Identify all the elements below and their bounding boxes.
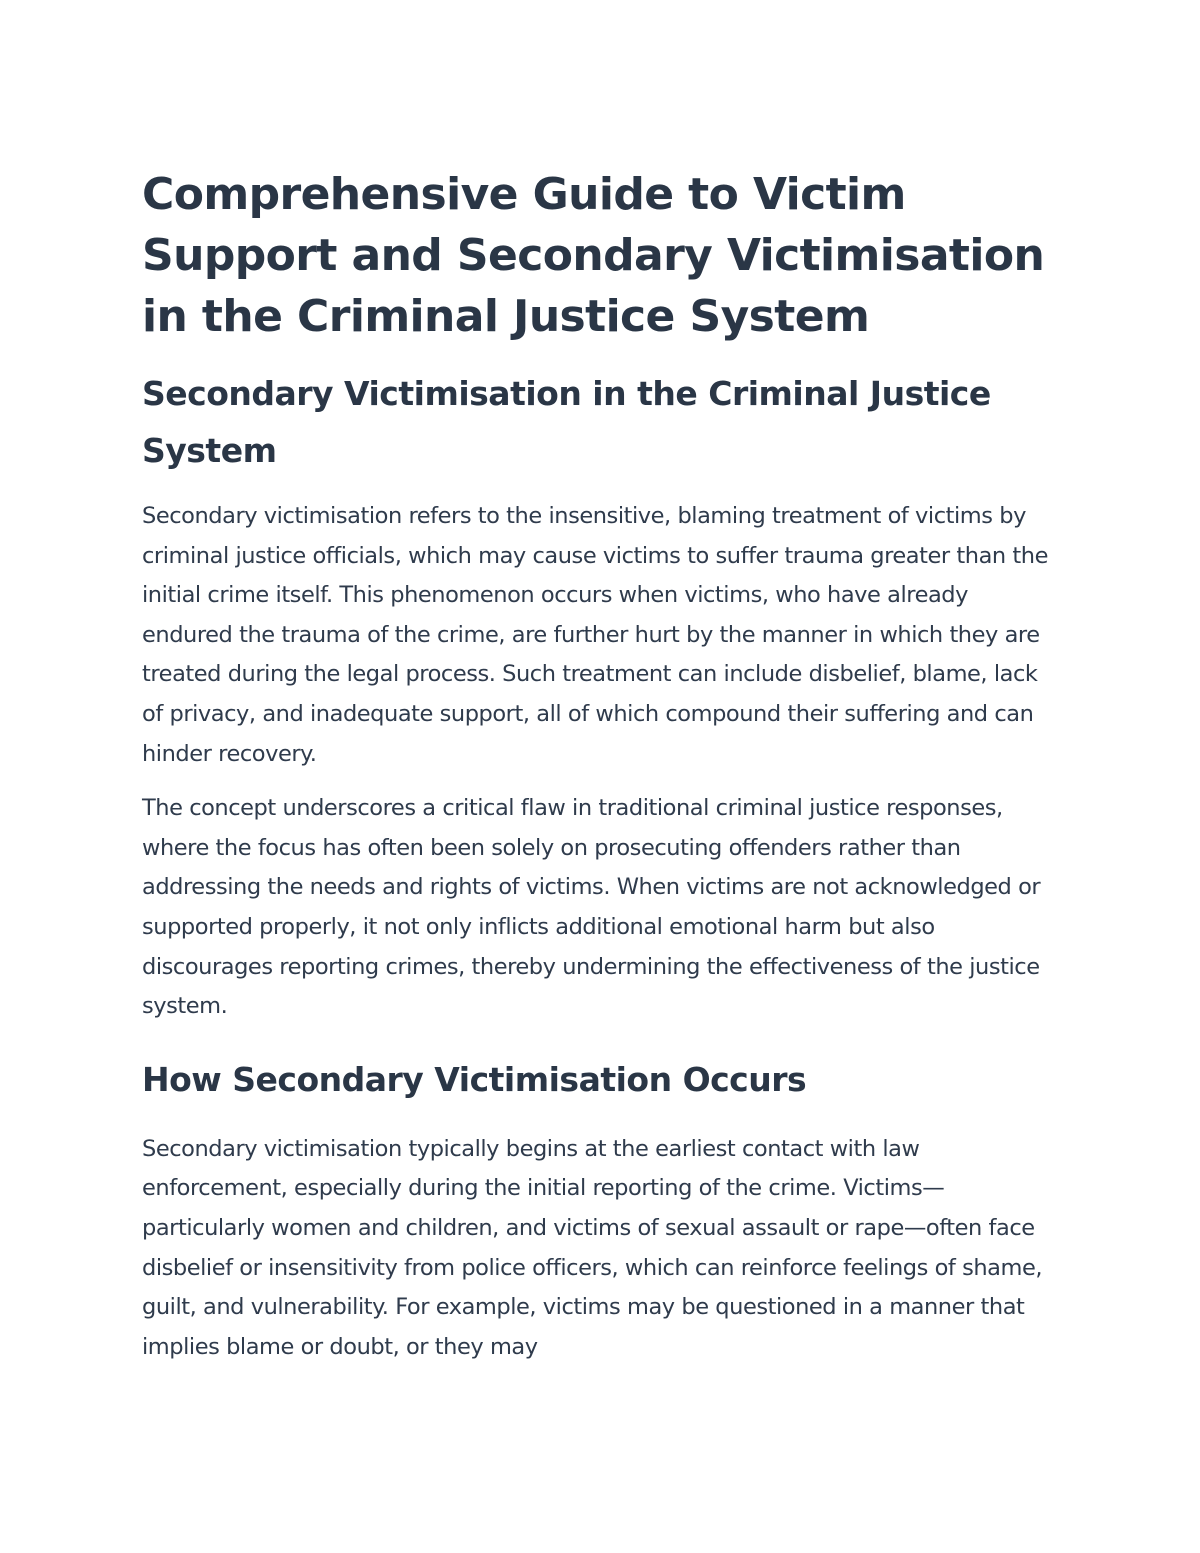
paragraph: The concept underscores a critical flaw in traditional criminal justice responses, where the focus has often been solely on prosecuting offenders rather than addressing the needs and rights of victims. When victims are not acknowledged or supported properly, it not only inflicts additional emotional harm but also discourages reporting crimes, thereby undermining the effectiveness of the justice system. (142, 795, 1041, 1020)
document-page (142, 164, 1054, 1367)
paragraph: Secondary victimisation refers to the insensitive, blaming treatment of victims by criminal justice officials, which may cause victims to suffer trauma greater than the initial crime itself. This phenomenon occurs when victims, who have already endured the trauma of the crime, are further hurt by the manner in which they are treated during the legal process. Such treatment can include disbelief, blame, lack of privacy, and inadequate support, all of which compound their suffering and can hinder recovery. (142, 503, 1049, 767)
section-heading: Secondary Victimisation in the Criminal Justice System (142, 374, 991, 470)
section-how-it-occurs (142, 1051, 1054, 1368)
paragraph: Secondary victimisation typically begins at the earliest contact with law enforcement, especially during the initial reporting of the crime. Victims—particularly women and children, and victims of sexual assault or rape—often face disbelief or insensitivity from police officers, which can reinforce feelings of shame, guilt, and vulnerability. For example, victims may be questioned in a manner that implies blame or doubt, or they may (142, 1135, 1043, 1360)
section-heading: How Secondary Victimisation Occurs (142, 1059, 807, 1099)
section-secondary-victimisation (142, 365, 1054, 1027)
document-title: Comprehensive Guide to Victim Support and Secondary Victimisation in the Criminal Justice System (142, 169, 1045, 342)
